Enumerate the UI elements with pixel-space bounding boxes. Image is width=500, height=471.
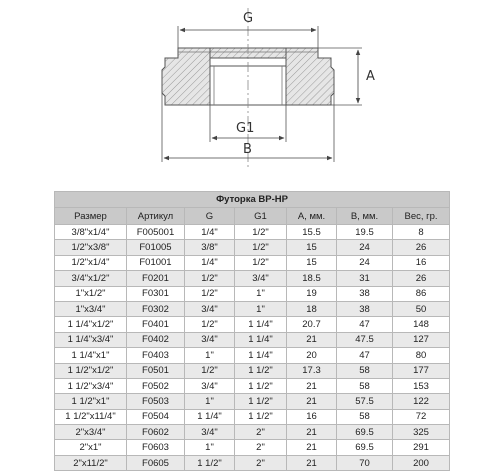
cell-g: 1/4" bbox=[185, 255, 235, 270]
header-article: Артикул bbox=[127, 208, 185, 225]
cell-g1: 1/2" bbox=[235, 225, 287, 240]
cell-a: 21 bbox=[287, 378, 337, 393]
cell-a: 20.7 bbox=[287, 317, 337, 332]
cell-weight: 122 bbox=[393, 394, 450, 409]
cell-g: 1/2" bbox=[185, 363, 235, 378]
label-g1: G1 bbox=[236, 121, 255, 136]
cell-size: 1 1/4"x3/4" bbox=[55, 332, 127, 347]
cell-weight: 127 bbox=[393, 332, 450, 347]
cell-b: 47 bbox=[337, 317, 393, 332]
cell-g1: 2" bbox=[235, 440, 287, 455]
cell-g1: 1/2" bbox=[235, 240, 287, 255]
cell-size: 1"x1/2" bbox=[55, 286, 127, 301]
cell-g1: 1 1/2" bbox=[235, 409, 287, 424]
cell-size: 1/2"x3/8" bbox=[55, 240, 127, 255]
cell-size: 1 1/2"x11/4" bbox=[55, 409, 127, 424]
cell-g1: 1 1/2" bbox=[235, 394, 287, 409]
cell-size: 1 1/4"x1/2" bbox=[55, 317, 127, 332]
cell-size: 3/4"x1/2" bbox=[55, 271, 127, 286]
table-row bbox=[55, 394, 450, 409]
cell-article: F0401 bbox=[127, 317, 185, 332]
header-g: G bbox=[185, 208, 235, 225]
cell-size: 1/2"x1/4" bbox=[55, 255, 127, 270]
cell-a: 21 bbox=[287, 455, 337, 470]
table-row bbox=[55, 317, 450, 332]
cell-g: 1" bbox=[185, 394, 235, 409]
cell-g1: 1" bbox=[235, 286, 287, 301]
cell-g: 1 1/2" bbox=[185, 455, 235, 470]
cell-weight: 26 bbox=[393, 240, 450, 255]
cell-size: 3/8"x1/4" bbox=[55, 225, 127, 240]
table-body bbox=[55, 225, 450, 471]
table-title: Футорка ВР-НР bbox=[55, 192, 450, 208]
cell-g1: 2" bbox=[235, 455, 287, 470]
cell-weight: 148 bbox=[393, 317, 450, 332]
cell-b: 24 bbox=[337, 255, 393, 270]
cell-article: F0503 bbox=[127, 394, 185, 409]
cell-article: F0502 bbox=[127, 378, 185, 393]
table-row bbox=[55, 455, 450, 470]
cell-g: 3/4" bbox=[185, 425, 235, 440]
cell-a: 20 bbox=[287, 348, 337, 363]
cell-article: F0501 bbox=[127, 363, 185, 378]
cell-g: 1/2" bbox=[185, 317, 235, 332]
cell-article: F0602 bbox=[127, 425, 185, 440]
cell-weight: 8 bbox=[393, 225, 450, 240]
cell-g1: 2" bbox=[235, 425, 287, 440]
technical-drawing bbox=[0, 0, 500, 180]
table-row bbox=[55, 409, 450, 424]
cell-b: 70 bbox=[337, 455, 393, 470]
cell-article: F0603 bbox=[127, 440, 185, 455]
cell-weight: 80 bbox=[393, 348, 450, 363]
cell-weight: 291 bbox=[393, 440, 450, 455]
cell-g1: 1 1/2" bbox=[235, 363, 287, 378]
cell-article: F0402 bbox=[127, 332, 185, 347]
label-g: G bbox=[243, 11, 254, 26]
cell-g1: 3/4" bbox=[235, 271, 287, 286]
cell-a: 21 bbox=[287, 425, 337, 440]
cell-size: 1 1/2"x3/4" bbox=[55, 378, 127, 393]
cell-g1: 1 1/2" bbox=[235, 378, 287, 393]
cell-weight: 86 bbox=[393, 286, 450, 301]
table-row bbox=[55, 425, 450, 440]
table-row bbox=[55, 240, 450, 255]
cell-size: 1 1/2"x1" bbox=[55, 394, 127, 409]
cell-a: 15 bbox=[287, 240, 337, 255]
cell-size: 2"x1" bbox=[55, 440, 127, 455]
cell-b: 24 bbox=[337, 240, 393, 255]
table-row bbox=[55, 271, 450, 286]
cell-article: F0605 bbox=[127, 455, 185, 470]
table-row bbox=[55, 286, 450, 301]
cell-a: 21 bbox=[287, 394, 337, 409]
cell-size: 1 1/2"x1/2" bbox=[55, 363, 127, 378]
cell-a: 19 bbox=[287, 286, 337, 301]
cell-article: F0302 bbox=[127, 301, 185, 316]
table-row bbox=[55, 225, 450, 240]
cell-weight: 325 bbox=[393, 425, 450, 440]
cell-g: 3/4" bbox=[185, 378, 235, 393]
table-row bbox=[55, 440, 450, 455]
header-size: Размер bbox=[55, 208, 127, 225]
table-row bbox=[55, 301, 450, 316]
cell-a: 21 bbox=[287, 332, 337, 347]
cell-b: 47 bbox=[337, 348, 393, 363]
cell-b: 31 bbox=[337, 271, 393, 286]
cell-b: 38 bbox=[337, 286, 393, 301]
cell-weight: 153 bbox=[393, 378, 450, 393]
cell-b: 57.5 bbox=[337, 394, 393, 409]
label-b: B bbox=[243, 142, 252, 157]
table-row bbox=[55, 255, 450, 270]
cell-weight: 50 bbox=[393, 301, 450, 316]
cell-b: 47.5 bbox=[337, 332, 393, 347]
cell-g1: 1 1/4" bbox=[235, 332, 287, 347]
cell-a: 21 bbox=[287, 440, 337, 455]
cell-g: 3/4" bbox=[185, 301, 235, 316]
header-weight: Вес, гр. bbox=[393, 208, 450, 225]
header-b: В, мм. bbox=[337, 208, 393, 225]
table-header-row bbox=[55, 208, 450, 225]
cell-weight: 26 bbox=[393, 271, 450, 286]
cell-b: 58 bbox=[337, 363, 393, 378]
cell-article: F01005 bbox=[127, 240, 185, 255]
cell-article: F005001 bbox=[127, 225, 185, 240]
cell-article: F0504 bbox=[127, 409, 185, 424]
cell-g: 3/4" bbox=[185, 332, 235, 347]
cell-article: F01001 bbox=[127, 255, 185, 270]
cell-a: 16 bbox=[287, 409, 337, 424]
cell-b: 69.5 bbox=[337, 425, 393, 440]
cell-b: 58 bbox=[337, 378, 393, 393]
cell-a: 18 bbox=[287, 301, 337, 316]
table-row bbox=[55, 332, 450, 347]
cell-g: 1" bbox=[185, 440, 235, 455]
cell-g: 1 1/4" bbox=[185, 409, 235, 424]
table-row bbox=[55, 363, 450, 378]
cell-article: F0403 bbox=[127, 348, 185, 363]
cell-g: 1/4" bbox=[185, 225, 235, 240]
cell-article: F0201 bbox=[127, 271, 185, 286]
cell-size: 1"x3/4" bbox=[55, 301, 127, 316]
cell-b: 58 bbox=[337, 409, 393, 424]
cell-weight: 200 bbox=[393, 455, 450, 470]
spec-table bbox=[54, 191, 450, 471]
cell-weight: 72 bbox=[393, 409, 450, 424]
cell-g: 1/2" bbox=[185, 271, 235, 286]
cell-b: 19.5 bbox=[337, 225, 393, 240]
cell-g: 1" bbox=[185, 348, 235, 363]
cell-article: F0301 bbox=[127, 286, 185, 301]
header-a: А, мм. bbox=[287, 208, 337, 225]
label-a: A bbox=[366, 69, 375, 84]
cell-g: 3/8" bbox=[185, 240, 235, 255]
cell-g1: 1/2" bbox=[235, 255, 287, 270]
cell-g: 1/2" bbox=[185, 286, 235, 301]
cell-a: 15.5 bbox=[287, 225, 337, 240]
cell-weight: 16 bbox=[393, 255, 450, 270]
cell-g1: 1 1/4" bbox=[235, 348, 287, 363]
cell-a: 15 bbox=[287, 255, 337, 270]
cell-size: 2"x3/4" bbox=[55, 425, 127, 440]
cell-g1: 1" bbox=[235, 301, 287, 316]
cell-size: 2"x11/2" bbox=[55, 455, 127, 470]
cell-b: 69.5 bbox=[337, 440, 393, 455]
cell-a: 18.5 bbox=[287, 271, 337, 286]
cell-weight: 177 bbox=[393, 363, 450, 378]
cell-g1: 1 1/4" bbox=[235, 317, 287, 332]
header-g1: G1 bbox=[235, 208, 287, 225]
cell-b: 38 bbox=[337, 301, 393, 316]
cell-size: 1 1/4"x1" bbox=[55, 348, 127, 363]
cell-a: 17.3 bbox=[287, 363, 337, 378]
table-row bbox=[55, 378, 450, 393]
table-row bbox=[55, 348, 450, 363]
